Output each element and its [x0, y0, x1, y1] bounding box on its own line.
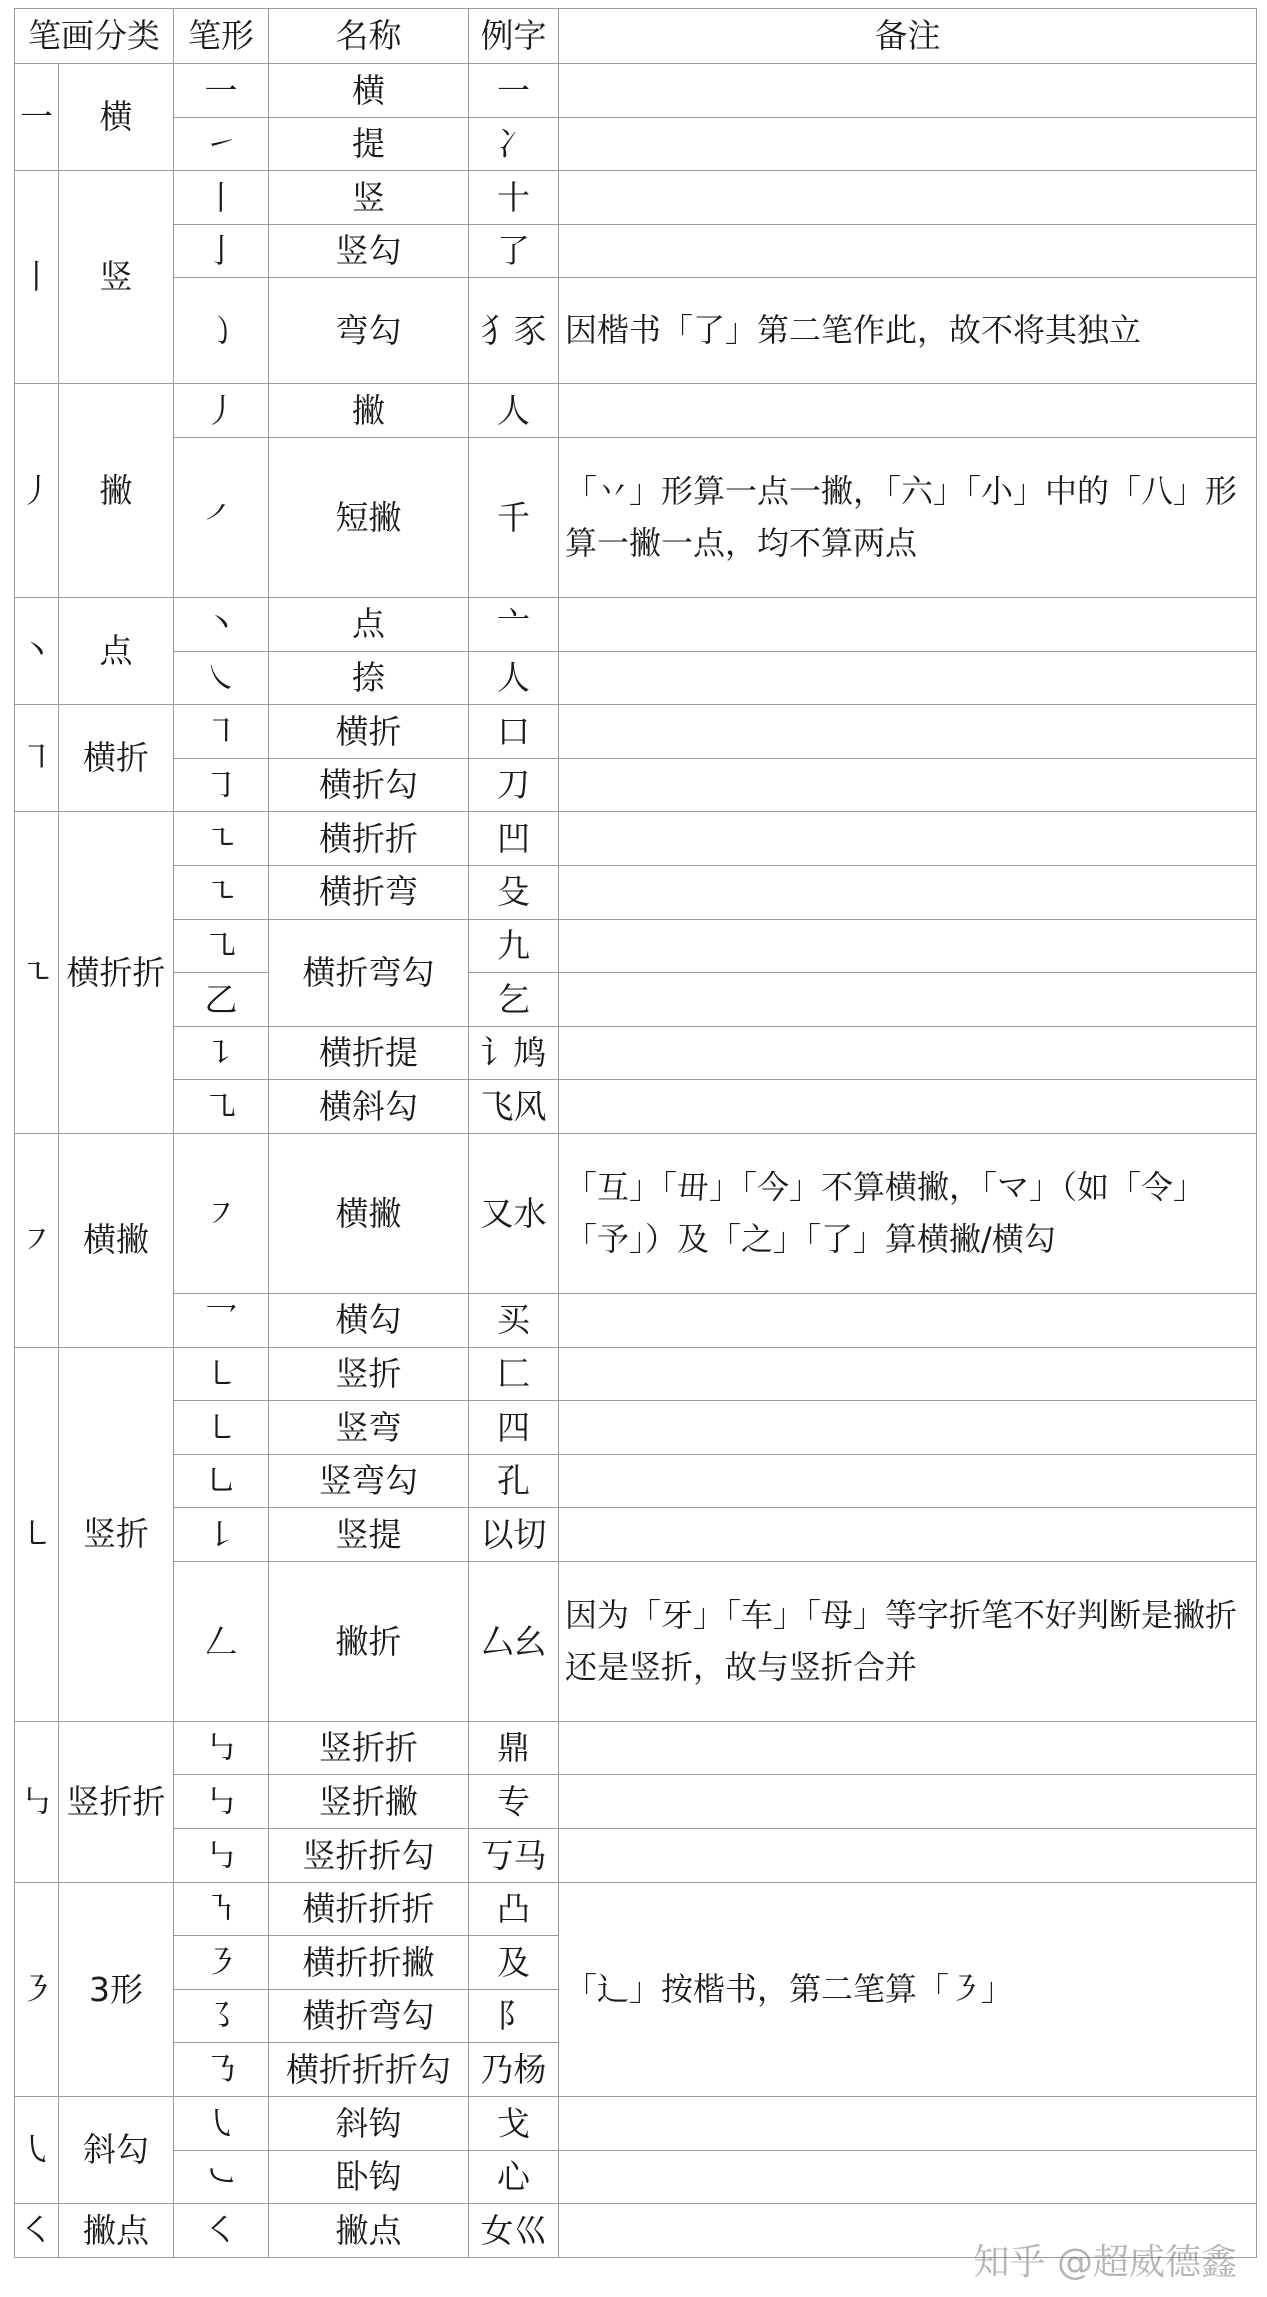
stroke-note	[559, 651, 1257, 705]
stroke-example: 女巛	[469, 2204, 559, 2258]
stroke-example: 丂马	[469, 1829, 559, 1883]
stroke-example: 一	[469, 64, 559, 118]
stroke-example: 犭豕	[469, 278, 559, 384]
stroke-name: 竖折	[269, 1347, 469, 1401]
watermark: 知乎 @超威德鑫	[973, 2242, 1237, 2283]
stroke-example: 人	[469, 651, 559, 705]
stroke-name: 横勾	[269, 1293, 469, 1347]
stroke-shape: 丶	[174, 597, 269, 651]
stroke-note	[559, 1829, 1257, 1883]
stroke-name: 横折提	[269, 1026, 469, 1080]
stroke-name: 横撇	[269, 1133, 469, 1293]
stroke-shape: ㇇	[174, 1133, 269, 1293]
group-category: 横撇	[59, 1133, 174, 1347]
table-row	[15, 1508, 1257, 1562]
stroke-example: 口	[469, 705, 559, 759]
stroke-shape: ㇟	[174, 1454, 269, 1508]
table-row	[15, 1561, 1257, 1721]
stroke-example: 人	[469, 384, 559, 438]
header-category: 笔画分类	[15, 9, 174, 64]
table-row	[15, 705, 1257, 759]
stroke-note	[559, 1347, 1257, 1401]
group-category: 竖	[59, 171, 174, 384]
stroke-name: 点	[269, 597, 469, 651]
stroke-name: 横折折撇	[269, 1936, 469, 1990]
stroke-shape: ㇊	[174, 1026, 269, 1080]
stroke-example: 厶幺	[469, 1561, 559, 1721]
table-row	[15, 1829, 1257, 1883]
stroke-note	[559, 1026, 1257, 1080]
stroke-shape: 𠃋	[174, 1561, 269, 1721]
stroke-shape: ㇄	[174, 1401, 269, 1455]
stroke-note	[559, 1293, 1257, 1347]
stroke-shape: ㇂	[174, 2097, 269, 2151]
stroke-example: 戈	[469, 2097, 559, 2151]
stroke-note	[559, 1721, 1257, 1775]
stroke-shape: ㇈	[174, 919, 269, 973]
group-category: 3形	[59, 1882, 174, 2096]
table-row	[15, 2097, 1257, 2151]
group-category: 竖折折	[59, 1721, 174, 1882]
group-category: 横折	[59, 705, 174, 812]
stroke-note	[559, 1080, 1257, 1134]
stroke-example: 孔	[469, 1454, 559, 1508]
header-shape: 笔形	[174, 9, 269, 64]
table-row	[15, 1293, 1257, 1347]
stroke-name: 卧钩	[269, 2150, 469, 2204]
group-category: 竖折	[59, 1347, 174, 1721]
stroke-name: 撇	[269, 384, 469, 438]
group-symbol: 丨	[15, 171, 59, 384]
table-row	[15, 1454, 1257, 1508]
stroke-name: 撇点	[269, 2204, 469, 2258]
group-category: 点	[59, 597, 174, 704]
stroke-name: 竖	[269, 171, 469, 225]
table-row	[15, 1721, 1257, 1775]
stroke-note	[559, 117, 1257, 171]
table-row	[15, 758, 1257, 812]
stroke-name: 横折	[269, 705, 469, 759]
stroke-shape: ㇏	[174, 651, 269, 705]
table-row	[15, 973, 1257, 1027]
group-symbol: ㇂	[15, 2097, 59, 2204]
stroke-example: 心	[469, 2150, 559, 2204]
stroke-shape: ㇈	[174, 1080, 269, 1134]
stroke-example: 讠鸠	[469, 1026, 559, 1080]
group-symbol: ㇋	[15, 1882, 59, 2096]
stroke-shape: 一	[174, 64, 269, 118]
group-category: 撇点	[59, 2204, 174, 2258]
table-row	[15, 651, 1257, 705]
stroke-example: 阝	[469, 1989, 559, 2043]
group-symbol: ㇕	[15, 705, 59, 812]
stroke-name: 弯勾	[269, 278, 469, 384]
stroke-note	[559, 1454, 1257, 1508]
stroke-note	[559, 758, 1257, 812]
stroke-name: 竖弯勾	[269, 1454, 469, 1508]
stroke-shape: ㇡	[174, 2043, 269, 2097]
table-row	[15, 1026, 1257, 1080]
stroke-example: 冫	[469, 117, 559, 171]
stroke-example: 以切	[469, 1508, 559, 1562]
stroke-note	[559, 2150, 1257, 2204]
stroke-shape: ㇃	[174, 2150, 269, 2204]
table-row	[15, 384, 1257, 438]
stroke-note	[559, 1775, 1257, 1829]
stroke-note	[559, 973, 1257, 1027]
stroke-shape: ㇛	[174, 2204, 269, 2258]
stroke-example: 十	[469, 171, 559, 225]
header-example: 例字	[469, 9, 559, 64]
table-row	[15, 812, 1257, 866]
stroke-shape: ㇉	[174, 1829, 269, 1883]
table-row	[15, 64, 1257, 118]
group-category: 横	[59, 64, 174, 171]
stroke-shape: 乛	[174, 1293, 269, 1347]
stroke-name: 短撇	[269, 437, 469, 597]
stroke-example: 殳	[469, 865, 559, 919]
stroke-note	[559, 705, 1257, 759]
stroke-example: 刀	[469, 758, 559, 812]
stroke-shape: ㇍	[174, 812, 269, 866]
table-row	[15, 171, 1257, 225]
table-row	[15, 1080, 1257, 1134]
table-row	[15, 437, 1257, 597]
stroke-name: 竖勾	[269, 224, 469, 278]
table-row	[15, 1882, 1257, 1936]
stroke-note	[559, 919, 1257, 973]
stroke-shape: ㇆	[174, 758, 269, 812]
stroke-name: 撇折	[269, 1561, 469, 1721]
table-row	[15, 919, 1257, 973]
stroke-note: 因楷书「了」第二笔作此，故不将其独立	[559, 278, 1257, 384]
stroke-note	[559, 1401, 1257, 1455]
stroke-note	[559, 1508, 1257, 1562]
stroke-example: 又水	[469, 1133, 559, 1293]
stroke-name: 横折折折	[269, 1882, 469, 1936]
table-row	[15, 117, 1257, 171]
stroke-name: 竖折撇	[269, 1775, 469, 1829]
stroke-shape: ㇍	[174, 865, 269, 919]
table-row	[15, 278, 1257, 384]
table-row	[15, 597, 1257, 651]
table-row	[15, 1133, 1257, 1293]
stroke-name: 横折折折勾	[269, 2043, 469, 2097]
header-row	[15, 9, 1257, 64]
stroke-shape: ㇉	[174, 1775, 269, 1829]
table-row	[15, 1401, 1257, 1455]
stroke-example: 买	[469, 1293, 559, 1347]
stroke-name: 横折折	[269, 812, 469, 866]
stroke-shape: ㇒	[174, 437, 269, 597]
stroke-name: 斜钩	[269, 2097, 469, 2151]
table-row	[15, 2150, 1257, 2204]
stroke-example: 亠	[469, 597, 559, 651]
stroke-name: 竖提	[269, 1508, 469, 1562]
stroke-example: 了	[469, 224, 559, 278]
stroke-shape: 亅	[174, 224, 269, 278]
stroke-note	[559, 171, 1257, 225]
stroke-name: 横折弯勾	[269, 1989, 469, 2043]
stroke-note	[559, 2097, 1257, 2151]
group-category: 横折折	[59, 812, 174, 1134]
stroke-example: 及	[469, 1936, 559, 1990]
group-symbol: ㇍	[15, 812, 59, 1134]
stroke-example: 乃杨	[469, 2043, 559, 2097]
stroke-note: 「辶」按楷书，第二笔算「㇋」	[559, 1882, 1257, 2096]
stroke-note	[559, 224, 1257, 278]
group-symbol: ㇄	[15, 1347, 59, 1721]
stroke-shape: ㇄	[174, 1347, 269, 1401]
stroke-example: 专	[469, 1775, 559, 1829]
stroke-example: 千	[469, 437, 559, 597]
stroke-name: 横折弯勾	[269, 919, 469, 1026]
stroke-name: 捺	[269, 651, 469, 705]
stroke-shape: 丿	[174, 384, 269, 438]
stroke-example: 凹	[469, 812, 559, 866]
stroke-name: 横	[269, 64, 469, 118]
stroke-example: 凸	[469, 1882, 559, 1936]
stroke-shape: ㇌	[174, 1989, 269, 2043]
stroke-note	[559, 597, 1257, 651]
header-name: 名称	[269, 9, 469, 64]
group-symbol: 丶	[15, 597, 59, 704]
stroke-note: 因为「牙」「车」「母」等字折笔不好判断是撇折还是竖折，故与竖折合并	[559, 1561, 1257, 1721]
stroke-example: 匚	[469, 1347, 559, 1401]
stroke-name: 横斜勾	[269, 1080, 469, 1134]
stroke-note: 「互」「毌」「今」不算横撇，「マ」（如「令」「予」）及「之」「了」算横撇/横勾	[559, 1133, 1257, 1293]
stroke-shape: ㇋	[174, 1936, 269, 1990]
stroke-example: 鼎	[469, 1721, 559, 1775]
stroke-name: 竖折折	[269, 1721, 469, 1775]
stroke-note	[559, 64, 1257, 118]
stroke-shape: ㇁	[174, 278, 269, 384]
stroke-note	[559, 865, 1257, 919]
stroke-table	[14, 8, 1257, 2258]
group-symbol: ㇇	[15, 1133, 59, 1347]
group-symbol: ㇉	[15, 1721, 59, 1882]
stroke-example: 四	[469, 1401, 559, 1455]
stroke-name: 提	[269, 117, 469, 171]
stroke-note: 「丷」形算一点一撇，「六」「小」中的「八」形算一撇一点，均不算两点	[559, 437, 1257, 597]
stroke-note	[559, 384, 1257, 438]
table-row	[15, 1775, 1257, 1829]
stroke-name: 横折勾	[269, 758, 469, 812]
header-note: 备注	[559, 9, 1257, 64]
stroke-note	[559, 812, 1257, 866]
stroke-shape: 丨	[174, 171, 269, 225]
group-category: 撇	[59, 384, 174, 598]
stroke-shape: 乙	[174, 973, 269, 1027]
stroke-name: 横折弯	[269, 865, 469, 919]
group-symbol: 一	[15, 64, 59, 171]
group-symbol: 丿	[15, 384, 59, 598]
table-row	[15, 1347, 1257, 1401]
table-row	[15, 865, 1257, 919]
stroke-shape: ㇕	[174, 705, 269, 759]
stroke-name: 竖折折勾	[269, 1829, 469, 1883]
stroke-shape: ㇎	[174, 1882, 269, 1936]
group-category: 斜勾	[59, 2097, 174, 2204]
stroke-shape: ㇉	[174, 1721, 269, 1775]
group-symbol: ㇛	[15, 2204, 59, 2258]
stroke-example: 飞风	[469, 1080, 559, 1134]
stroke-example: 乞	[469, 973, 559, 1027]
stroke-example: 九	[469, 919, 559, 973]
stroke-shape: ㇀	[174, 117, 269, 171]
stroke-name: 竖弯	[269, 1401, 469, 1455]
table-row	[15, 224, 1257, 278]
stroke-shape: ㇙	[174, 1508, 269, 1562]
